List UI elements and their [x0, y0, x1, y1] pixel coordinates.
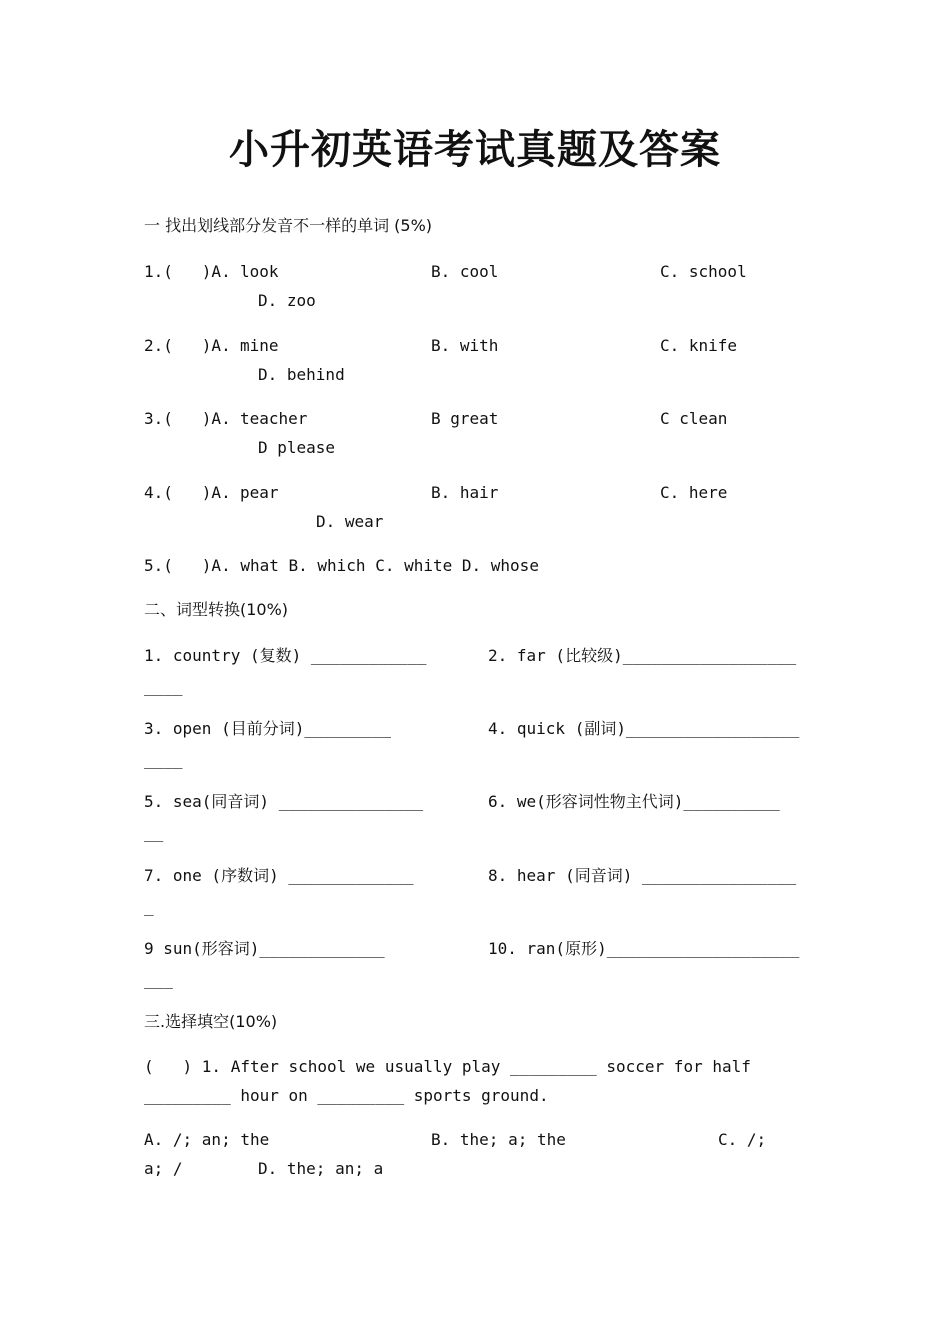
q3-option-d: D please: [258, 438, 336, 457]
q3-option-b: B great: [431, 409, 499, 428]
q1-prefix: 1.( )A.: [144, 262, 231, 281]
word-form-1: 1. country (复数) ____________: [144, 646, 427, 665]
word-form-3: 3. open (目前分词)_________: [144, 719, 392, 738]
q1-option-c: C. school: [660, 262, 747, 281]
section-3-heading: 三.选择填空(10%): [144, 1012, 278, 1031]
section-1-heading: 一 找出划线部分发音不一样的单词 (5%): [144, 216, 433, 235]
q2-prefix: 2.( )A.: [144, 336, 231, 355]
word-form-6: 6. we(形容词性物主代词)__________: [488, 792, 780, 811]
word-form-4-wrap: ____: [144, 750, 183, 769]
word-form-9: 9 sun(形容词)_____________: [144, 939, 385, 958]
q2-option-c: C. knife: [660, 336, 738, 355]
q4-prefix: 4.( )A.: [144, 483, 231, 502]
mc-q1-option-c-wrap: a; /: [144, 1159, 183, 1178]
word-form-2-wrap: ____: [144, 677, 183, 696]
q4-option-a: pear: [240, 483, 279, 502]
q3-option-c: C clean: [660, 409, 728, 428]
mc-q1-option-d: D. the; an; a: [258, 1159, 384, 1178]
mc-q1-option-b: B. the; a; the: [431, 1130, 566, 1149]
q1-option-b: B. cool: [431, 262, 499, 281]
q2-option-a: mine: [240, 336, 279, 355]
q3-prefix: 3.( )A.: [144, 409, 231, 428]
word-form-2: 2. far (比较级)__________________: [488, 646, 797, 665]
word-form-10-wrap: ___: [144, 970, 173, 989]
word-form-4: 4. quick (副词)__________________: [488, 719, 800, 738]
q4-option-c: C. here: [660, 483, 728, 502]
q4-option-b: B. hair: [431, 483, 499, 502]
mc-q1-option-a: A. /; an; the: [144, 1130, 270, 1149]
mc-q1-line-1: ( ) 1. After school we usually play _________ soccer for half: [144, 1057, 751, 1076]
word-form-10: 10. ran(原形)____________________: [488, 939, 800, 958]
word-form-8-wrap: _: [144, 897, 154, 916]
word-form-8: 8. hear (同音词) ________________: [488, 866, 797, 885]
q4-option-d: D. wear: [316, 512, 384, 531]
word-form-6-wrap: __: [144, 823, 164, 842]
q2-option-b: B. with: [431, 336, 499, 355]
word-form-5: 5. sea(同音词) _______________: [144, 792, 424, 811]
mc-q1-option-c: C. /;: [718, 1130, 767, 1149]
section-2-heading: 二、词型转换(10%): [144, 600, 289, 619]
q3-option-a: teacher: [240, 409, 308, 428]
document-title: 小升初英语考试真题及答案: [229, 127, 721, 173]
q1-option-a: look: [240, 262, 279, 281]
q5-line: 5.( )A. what B. which C. white D. whose: [144, 556, 539, 575]
mc-q1-line-2: _________ hour on _________ sports ground.: [144, 1086, 549, 1105]
q1-option-d: D. zoo: [258, 291, 316, 310]
q2-option-d: D. behind: [258, 365, 345, 384]
word-form-7: 7. one (序数词) _____________: [144, 866, 414, 885]
